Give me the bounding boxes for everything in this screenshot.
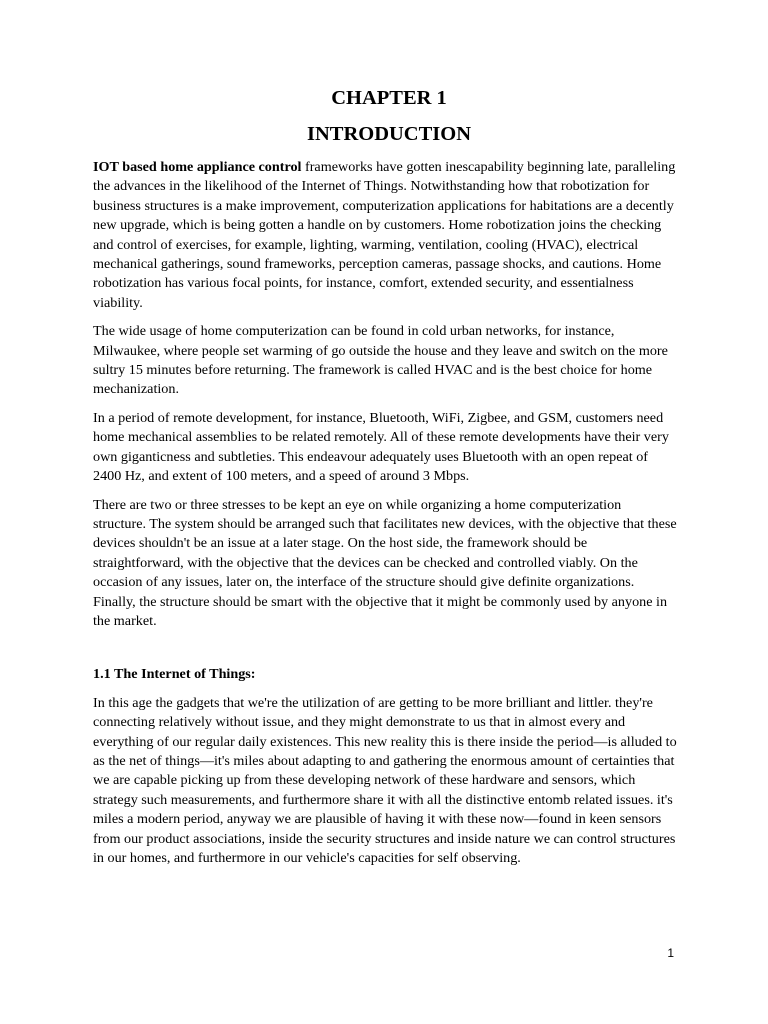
section-heading: 1.1 The Internet of Things: <box>93 666 256 683</box>
intro-lead-bold: IOT based home appliance control <box>93 159 302 175</box>
body-paragraph: The wide usage of home computerization can be found in cold urban networks, for instance, Milwaukee, where people set warming of go outside the house and they leave and switch on the more sultry 15 minutes before returning. The framework is called HVAC and is the best choice for home mechanization. <box>93 323 668 398</box>
section-paragraph: In this age the gadgets that we're the utilization of are getting to be more brilliant and littler. they're connecting relatively without issue, and they might demonstrate to us that in almost every and everything of our regular daily existences. This new reality this is there inside the period—is alluded to as the net of things—it's miles about adapting to and gathering the enormous amount of certainties that we are capable picking up from these developing network of these hardware and sensors, which strategy such measurements, and furthermore share it with all the distinctive entomb related issues. it's miles a modern period, anyway we are plausible of having it with these now—found in keen sensors from our product associations, inside the security structures and inside nature we can control structures in our homes, and furthermore in our vehicle's capacities for self observing. <box>93 694 677 866</box>
document-page <box>93 84 677 877</box>
body-paragraph: In a period of remote development, for instance, Bluetooth, WiFi, Zigbee, and GSM, customers need home mechanical assemblies to be related remotely. All of these remote developments have their very own giganticness and subtleties. This endeavour adequately uses Bluetooth with an open repeat of 2400 Hz, and extent of 100 meters, and a speed of around 3 Mbps. <box>93 409 669 485</box>
intro-paragraph <box>93 158 677 313</box>
chapter-number: CHAPTER 1 <box>331 87 447 109</box>
chapter-title: INTRODUCTION <box>306 123 472 145</box>
page-number: 1 <box>667 946 674 960</box>
intro-lead-text: frameworks have gotten inescapability beginning late, paralleling the advances in the likelihood of the Internet of Things. Notwithstanding how that robotization for business structures is a make improvement, computerization applications for habitations are a decently new upgrade, which is being gotten a handle on by customers. Home robotization joins the checking and control of exercises, for example, lighting, warming, ventilation, cooling (HVAC), electrical mechanical gatherings, sound frameworks, perception cameras, passage shocks, and cautions. Home robotization has various focal points, for instance, comfort, extended security, and essentialness viability. <box>93 159 676 311</box>
body-paragraph: There are two or three stresses to be kept an eye on while organizing a home computerization structure. The system should be arranged such that facilitates new devices, with the objective that these devices shouldn't be an issue at a later stage. On the host side, the framework should be straightforward, with the objective that the devices can be checked and controlled viably. On the occasion of any issues, later on, the interface of the structure should give definite organizations. Finally, the structure should be smart with the objective that it might be commonly used by anyone in the market. <box>93 496 677 629</box>
